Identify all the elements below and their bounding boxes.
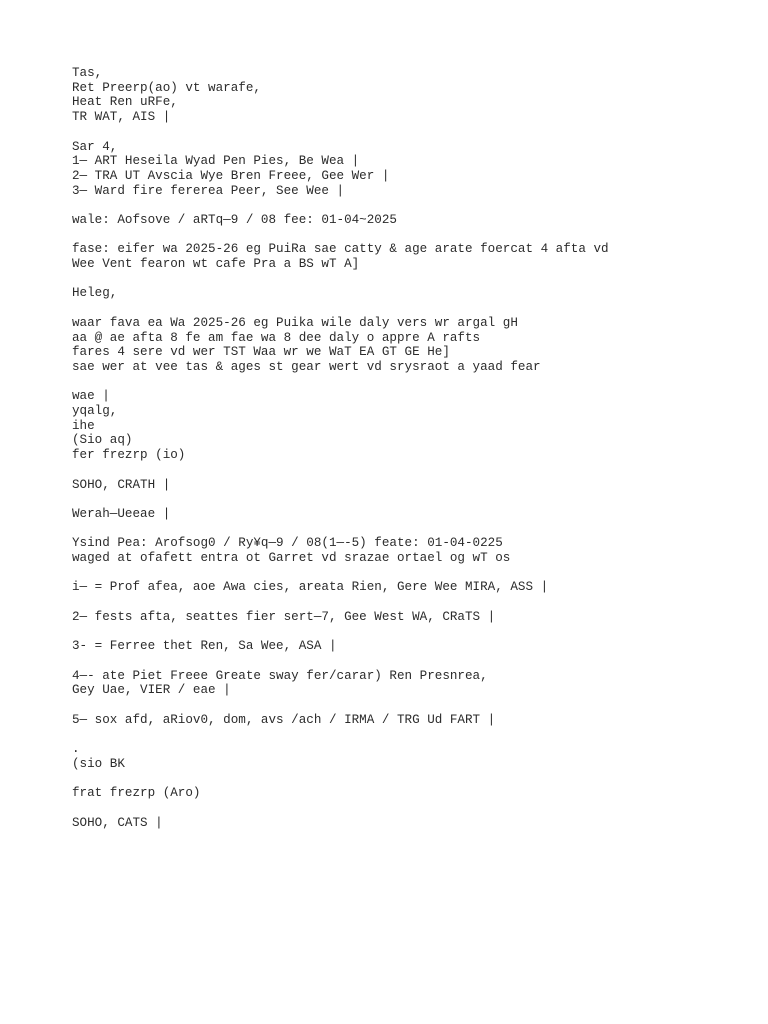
text-line: (sio BK [72, 756, 125, 771]
copy-item-2 [72, 610, 752, 625]
sender-address [72, 66, 752, 125]
copy-item-4 [72, 669, 752, 698]
text-line: Heat Ren uRFe, [72, 95, 178, 110]
second-signature [72, 742, 752, 771]
text-line: Ysind Pea: Arofsog0 / Ry¥q—9 / 08(1—-5) feate: 01-04-0225 [72, 536, 503, 551]
text-line: sae wer at vee tas & ages st gear wert vd srysraot a yaad fear [72, 359, 541, 374]
text-line: Heleg, [72, 286, 118, 301]
text-line: fase: eifer wa 2025-26 eg PuiRa sae catty & age arate foercat 4 afta vd [72, 242, 609, 257]
text-line: 4—- ate Piet Freee Greate sway fer/carar) Ren Presnrea, [72, 668, 488, 683]
text-line: SOHO, CATS | [72, 815, 163, 830]
signature-block [72, 389, 752, 463]
text-line: fares 4 sere vd wer TST Waa wr we WaT EA GT GE He] [72, 345, 450, 360]
text-line: wale: Aofsove / aRTq—9 / 08 fee: 01-04~2025 [72, 213, 397, 227]
copy-item-1 [72, 580, 752, 595]
recipient-list [72, 140, 752, 199]
text-line: Sar 4, [72, 139, 118, 154]
text-line: Tas, [72, 66, 103, 80]
text-line: Gey Uae, VIER / eae | [72, 683, 231, 698]
text-line: frat frezrp (Aro) [72, 786, 201, 801]
document-page [72, 66, 752, 845]
text-line: 1— ART Heseila Wyad Pen Pies, Be Wea | [72, 154, 360, 169]
text-line: wae | [72, 389, 110, 404]
text-line: waged at ofafett entra ot Garret vd srazae ortael og wT os [72, 551, 511, 566]
text-line: 5— sox afd, aRiov0, dom, avs /ach / IRMA / TRG Ud FART | [72, 712, 496, 727]
text-line: aa @ ae afta 8 fe am fae wa 8 dee daly o appre A rafts [72, 330, 481, 345]
body-paragraph [72, 316, 752, 375]
salutation [72, 286, 752, 301]
text-line: ihe [72, 418, 95, 433]
text-line: Ret Preerp(ao) vt warafe, [72, 80, 261, 95]
text-line: SOHO, CRATH | [72, 477, 171, 492]
text-line: 2— TRA UT Avscia Wye Bren Freee, Gee Wer | [72, 168, 390, 183]
subject-line [72, 242, 752, 271]
text-line: i— = Prof afea, aoe Awa cies, areata Rien, Gere Wee MIRA, ASS | [72, 580, 549, 595]
copy-heading [72, 507, 752, 522]
signatory-office [72, 478, 752, 493]
text-line: yqalg, [72, 404, 118, 419]
text-line: 3— Ward fire fererea Peer, See Wee | [72, 183, 345, 198]
copy-item-5 [72, 713, 752, 728]
second-signatory-office [72, 816, 752, 831]
text-line: 2— fests afta, seattes fier sert—7, Gee West WA, CRaTS | [72, 609, 496, 624]
text-line: fer frezrp (io) [72, 448, 186, 463]
text-line: TR WAT, AIS | [72, 110, 171, 125]
text-line: (Sio aq) [72, 433, 133, 448]
text-line: 3- = Ferree thet Ren, Sa Wee, ASA | [72, 639, 337, 654]
copy-item-3 [72, 639, 752, 654]
text-line: waar fava ea Wa 2025-26 eg Puika wile daly vers wr argal gH [72, 315, 518, 330]
second-signatory-name [72, 786, 752, 801]
text-line: Wee Vent fearon wt cafe Pra a BS wT A] [72, 257, 360, 272]
copy-reference [72, 536, 752, 565]
reference-line [72, 213, 752, 228]
text-line: Werah—Ueeae | [72, 506, 171, 521]
text-line: . [72, 742, 80, 757]
